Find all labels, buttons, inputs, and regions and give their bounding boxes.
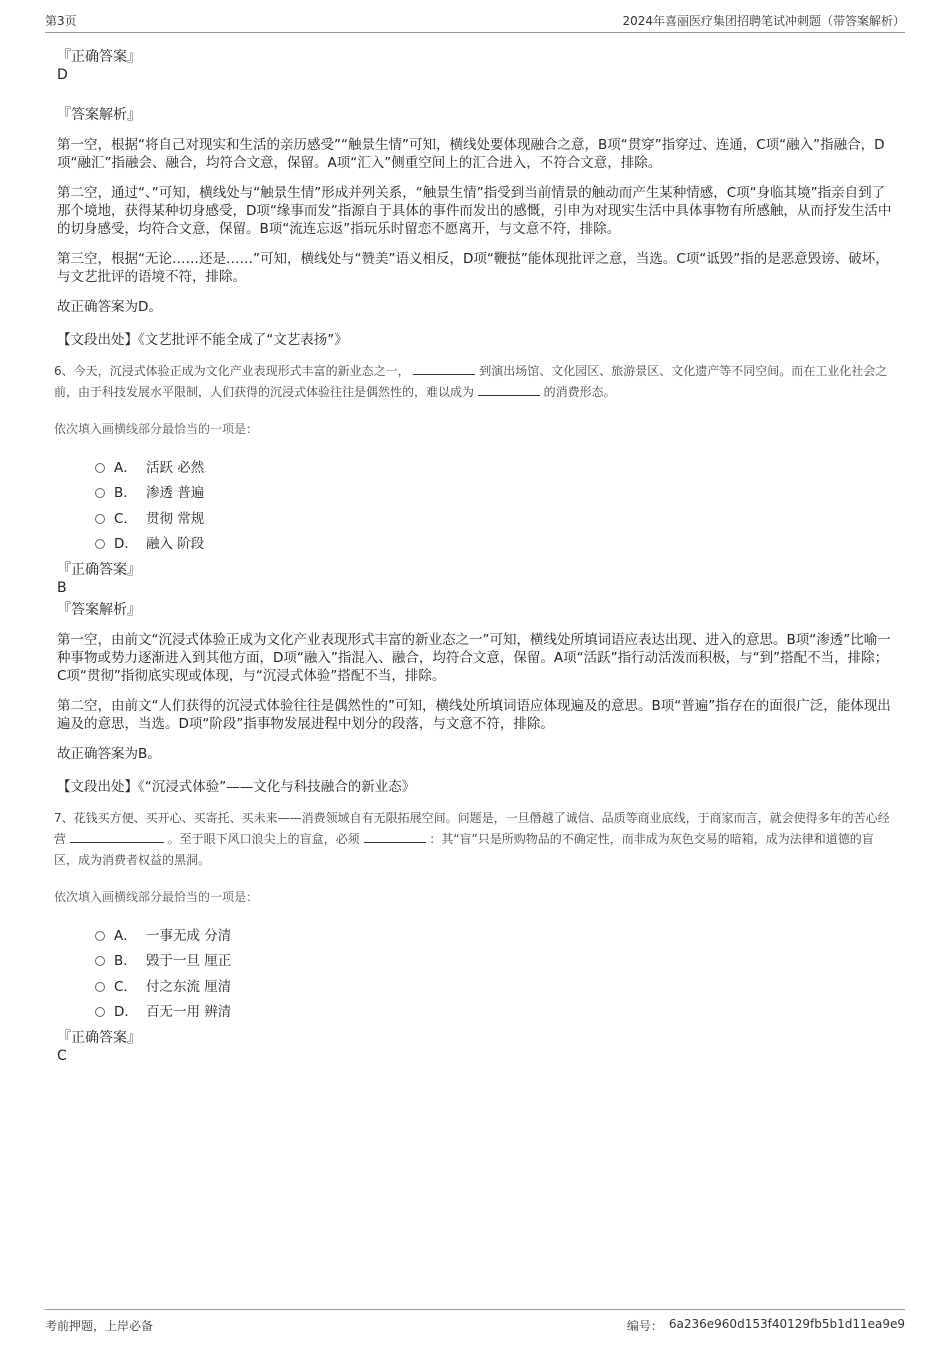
q5-source: 【文段出处】《文艺批评不能全成了“文艺表扬”》 xyxy=(57,332,348,348)
code-label: 编号： xyxy=(626,1319,663,1333)
radio-button[interactable] xyxy=(95,514,105,524)
q6-text-part: 的消费形态。 xyxy=(543,385,616,399)
option-text: 活跃 必然 xyxy=(146,459,205,476)
correct-answer-label: 『正确答案』 xyxy=(57,562,141,578)
radio-button[interactable] xyxy=(95,1007,105,1017)
option-letter: A． xyxy=(114,459,137,476)
page-content xyxy=(54,48,897,1069)
code-value: 6a236e960d153f40129fb5b1d11ea9e9 xyxy=(668,1317,905,1331)
option-letter: C． xyxy=(114,978,137,995)
fill-blank xyxy=(478,382,540,396)
q7-option-b[interactable] xyxy=(95,947,897,973)
page-number: 第3页 xyxy=(45,14,77,28)
radio-button[interactable] xyxy=(95,539,105,549)
q7-text-part: ：其“盲”只是所购物品的不确定性，而非成为灰色交易的暗箱，成为法律和道德的盲区，成为消费者权益的黑洞。 xyxy=(54,832,874,867)
radio-button[interactable] xyxy=(95,956,105,966)
q6-option-d[interactable] xyxy=(95,530,897,556)
q5-conclusion: 故正确答案为D。 xyxy=(57,299,162,315)
option-letter: B． xyxy=(114,485,137,502)
fill-blank xyxy=(70,829,164,843)
option-letter: C． xyxy=(114,510,137,527)
q6-source: 【文段出处】《“沉浸式体验”——文化与科技融合的新业态》 xyxy=(57,779,416,795)
q7-question xyxy=(54,808,897,871)
document-code xyxy=(627,1317,905,1334)
q6-question xyxy=(54,361,897,403)
option-text: 贯彻 常规 xyxy=(146,510,205,527)
q6-analysis-2: 第二空，由前文“人们获得的沉浸式体验往往是偶然性的”可知，横线处所填词语应体现遍及的意思。B项“普遍”指存在的面很广泛，能体现出遍及的意思，当选。D项“阶段”指事物发展进程中划分的段落，与文意不符，排除。 xyxy=(57,698,891,732)
correct-answer-label: 『正确答案』 xyxy=(57,49,141,65)
option-text: 一事无成 分清 xyxy=(146,927,232,944)
q6-option-a[interactable] xyxy=(95,453,897,479)
option-letter: D． xyxy=(114,536,138,553)
q7-option-d[interactable] xyxy=(95,998,897,1024)
q6-answer: B xyxy=(57,580,67,596)
q5-answer: D xyxy=(57,67,68,83)
radio-button[interactable] xyxy=(95,982,105,992)
option-text: 融入 阶段 xyxy=(146,536,205,553)
option-text: 百无一用 辨清 xyxy=(146,1004,232,1021)
option-letter: B． xyxy=(114,953,137,970)
q7-text-part: 7、花钱买方便、买开心、买寄托、买未来——消费领域自有无限拓展空间。问题是，一旦僭越了诚信、品质等商业底线，于商家而言，就会使得多年的苦心经营 xyxy=(54,811,890,846)
q7-text-part: 。至于眼下风口浪尖上的盲盒，必须 xyxy=(167,832,360,846)
option-letter: D． xyxy=(114,1004,138,1021)
q6-analysis-1: 第一空，由前文“沉浸式体验正成为文化产业表现形式丰富的新业态之一”可知，横线处所填词语应表达出现、进入的意思。B项“渗透”比喻一种事物或势力逐渐进入到其他方面，D项“融入”指混入、融合，均符合文意，保留。A项“活跃”指行动活泼而积极，与“到”搭配不当，排除；C项“贯彻”指彻底实现或体现，与“沉浸式体验”搭配不当，排除。 xyxy=(57,632,891,684)
radio-button[interactable] xyxy=(95,463,105,473)
q7-answer: C xyxy=(57,1048,67,1064)
q5-analysis-2: 第二空，通过“、”可知，横线处与“触景生情”形成并列关系，“触景生情”指受到当前情景的触动而产生某种情感，C项“身临其境”指亲自到了那个境地，获得某种切身感受，D项“缘事而发”指源自于具体的事件而发出的感慨，引申为对现实生活中具体事物有所感触，从而抒发生活中的切身感受，均符合文意，保留。B项“流连忘返”指玩乐时留恋不愿离开，与文意不符，排除。 xyxy=(57,185,892,237)
page-header xyxy=(45,12,905,33)
footer-slogan: 考前押题，上岸必备 xyxy=(45,1319,154,1333)
radio-button[interactable] xyxy=(95,931,105,941)
analysis-label: 『答案解析』 xyxy=(57,602,141,618)
option-letter: A． xyxy=(114,927,137,944)
q7-hint: 依次填入画横线部分最恰当的一项是： xyxy=(54,890,259,904)
option-text: 付之东流 厘清 xyxy=(146,978,232,995)
radio-button[interactable] xyxy=(95,488,105,498)
analysis-label: 『答案解析』 xyxy=(57,107,141,123)
document-title: 2024年喜丽医疗集团招聘笔试冲刺题（带答案解析） xyxy=(622,14,905,28)
q7-options xyxy=(95,921,897,1023)
q6-hint: 依次填入画横线部分最恰当的一项是： xyxy=(54,422,259,436)
q6-options xyxy=(95,453,897,555)
q6-option-b[interactable] xyxy=(95,479,897,505)
q6-conclusion: 故正确答案为B。 xyxy=(57,746,161,762)
q6-text-part: 到演出场馆、文化园区、旅游景区、文化遗产等不同空间。而在工业化社会之前，由于科技发展水平限制，人们获得的沉浸式体验往往是偶然性的，难以成为 xyxy=(54,364,888,399)
option-text: 渗透 普遍 xyxy=(146,485,205,502)
q6-option-c[interactable] xyxy=(95,504,897,530)
q5-analysis-3: 第三空，根据“无论……还是……”可知，横线处与“赞美”语义相反，D项“鞭挞”能体现批评之意，当选。C项“诋毁”指的是恶意毁谤、破坏，与文艺批评的语境不符，排除。 xyxy=(57,251,889,285)
q6-text-part: 6、今天，沉浸式体验正成为文化产业表现形式丰富的新业态之一， xyxy=(54,364,410,378)
option-text: 毁于一旦 厘正 xyxy=(146,953,232,970)
q5-analysis-1: 第一空，根据“将自己对现实和生活的亲历感受”“触景生情”可知，横线处要体现融合之意，B项“贯穿”指穿过、连通，C项“融入”指融合，D项“融汇”指融会、融合，均符合文意，保留。A项“汇入”侧重空间上的汇合进入，不符合文意，排除。 xyxy=(57,137,885,171)
fill-blank xyxy=(413,361,475,375)
q7-option-c[interactable] xyxy=(95,972,897,998)
correct-answer-label: 『正确答案』 xyxy=(57,1030,141,1046)
page-footer xyxy=(45,1309,905,1334)
q7-option-a[interactable] xyxy=(95,921,897,947)
fill-blank xyxy=(364,829,426,843)
